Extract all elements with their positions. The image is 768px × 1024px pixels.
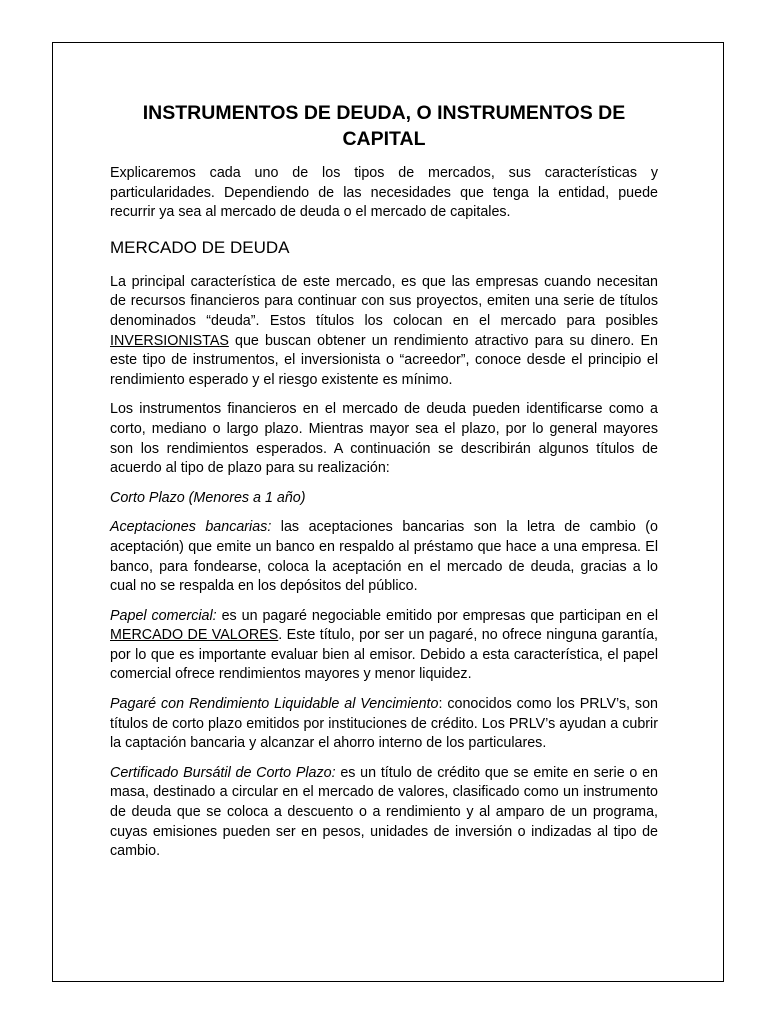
item-text: : conocidos como los PRLV’s, son títulos de corto plazo emitidos por instituciones de crédito. Los PRLV’s ayudan a cubrir la captación bancaria y alcanzar el ahorro interno de los particulares.: [110, 696, 658, 752]
document-body: [110, 100, 658, 872]
item-text: es un título de crédito que se emite en serie o en masa, destinado a circular en el mercado de valores, clasificado como un instrumento de deuda que se coloca a descuento o a rendimiento y al amparo de un programa, cuyas emisiones pueden ser en pesos, unidades de inversión o indizadas al tipo de cambio.: [110, 764, 658, 860]
short-term-heading: Corto Plazo (Menores a 1 año): [110, 489, 306, 506]
item-term: Pagaré con Rendimiento Liquidable al Vencimiento: [110, 696, 439, 713]
item-text: las aceptaciones bancarias son la letra de cambio (o aceptación) que emite un banco en respaldo al préstamo que hace a una empresa. El banco, para fondearse, coloca la aceptación en el mercado de deuda, gracias a lo cual no se respalda en los depósitos del público.: [110, 519, 658, 595]
mercado-de-valores-link[interactable]: MERCADO DE VALORES: [110, 627, 279, 644]
item-certificado-bursatil: [110, 764, 658, 862]
inversionistas-link[interactable]: INVERSIONISTAS: [110, 332, 229, 349]
paragraph-plazos: Los instrumentos financieros en el mercado de deuda pueden identificarse como a corto, mediano o largo plazo. Mientras mayor sea el plazo, por lo general mayores son los rendimientos esperados. A continuación se describirán algunos títulos de acuerdo al tipo de plazo para su realización:: [110, 401, 658, 477]
item-papel-comercial: [110, 607, 658, 685]
item-prlv: [110, 695, 658, 754]
document-title: INSTRUMENTOS DE DEUDA, O INSTRUMENTOS DE CAPITAL: [142, 102, 626, 150]
paragraph-text: que buscan obtener un rendimiento atractivo para su dinero. En este tipo de instrumentos, el inversionista o “acreedor”, conoce desde el principio el rendimiento esperado y el riesgo existente es mínimo.: [110, 332, 658, 388]
section-heading-mercado-deuda: MERCADO DE DEUDA: [110, 237, 290, 257]
item-term: Certificado Bursátil de Corto Plazo:: [110, 764, 336, 781]
item-text: . Este título, por ser un pagaré, no ofrece ninguna garantía, por lo que es importante evaluar bien al emisor. Debido a esta característica, el papel comercial ofrece rendimientos mayores y menor liquidez.: [110, 627, 658, 683]
item-term: Papel comercial:: [110, 607, 217, 624]
item-term: Aceptaciones bancarias:: [110, 519, 272, 536]
paragraph-mercado-deuda: [110, 273, 658, 391]
item-aceptaciones-bancarias: [110, 518, 658, 596]
item-text: es un pagaré negociable emitido por empresas que participan en el: [216, 607, 658, 624]
paragraph-text: La principal característica de este mercado, es que las empresas cuando necesitan de recursos financieros para continuar con sus proyectos, emiten una serie de títulos denominados “deuda”. Estos títulos los colocan en el mercado para posibles: [110, 273, 658, 329]
intro-paragraph: Explicaremos cada uno de los tipos de mercados, sus características y particularidades. Dependiendo de las necesidades que tenga la entidad, puede recurrir ya sea al mercado de deuda o el mercado de capitales.: [110, 165, 658, 221]
